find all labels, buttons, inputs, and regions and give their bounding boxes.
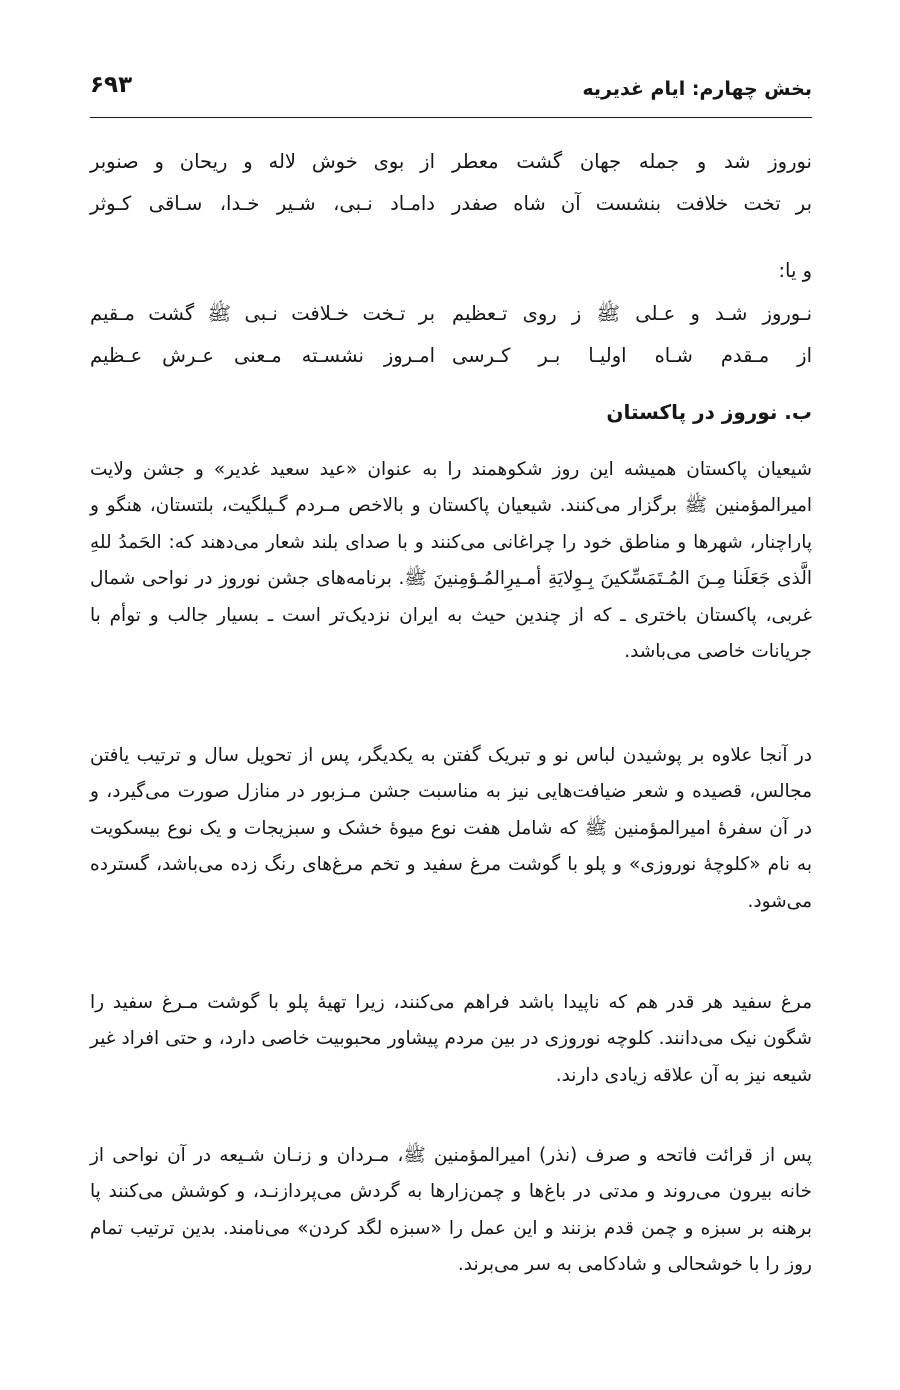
poem-verse [90, 192, 812, 228]
body-paragraph: شیعیان پاکستان همیشه این روز شکوهمند را به عنوان «عید سعید غدیر» و جشن ولایت امیرالمؤمنین ﷺ برگزار می‌کنند. شیعیان پاکستان و بالاخص مـردم گـیلگیت، بلتستان، هنگو و پاراچنار، شهرها و مناطق خود را چراغانی می‌کنند و با صدای بلند شعار می‌دهند که: الحَمدُ للهِ الَّذی جَعَلَنا مِـنَ المُـتَمَسِّکینَ بِـوِلایَةِ أمـیرِالمُـؤمِنینَ ﷺ. برنامه‌های جشن نوروز در نواحی شمال غربی، پاکستان باختری ـ که از چندین حیث به ایران نزدیک‌تر است ـ بسیار جالب و توأم با جریانات خاصی می‌باشد. [90, 459, 812, 663]
header-rule [90, 117, 812, 118]
running-head [90, 70, 812, 110]
body-paragraph: مرغ سفید هر قدر هم که ناپیدا باشد فراهم می‌کنند، زیرا تهیهٔ پلو با گوشت مـرغ سفید را شگون نیک می‌دانند. کلوچه نوروزی در بین مردم پیشاور محبوبیت خاصی دارد، و حتی افراد غیر شیعه نیز به آن علاقه زیادی دارند. [90, 992, 812, 1086]
poem-verse [90, 150, 812, 186]
book-page [90, 0, 812, 1390]
hemistich-first: از مـقدم شـاه اولیـا بـر کـرسی [452, 344, 812, 367]
poem-verse [90, 344, 812, 380]
hemistich-second: از بوی خوش لاله و ریحان و صنوبر [90, 150, 435, 173]
poem-verse [90, 302, 812, 338]
section-heading: ب. نوروز در پاکستان [606, 400, 812, 424]
body-paragraph: در آنجا علاوه بر پوشیدن لباس نو و تبریک گفتن به یکدیگر، پس از تحویل سال و ترتیب یافتن مجالس، قصیده و شعر ضیافت‌هایی نیز به مناسبت جشن مـزبور در منازل صورت می‌گیرد، و در آن سفرهٔ امیرالمؤمنین ﷺ که شامل هفت نوع میوهٔ خشک و سبزیجات و یک نوع بیسکویت به نام «کلوچهٔ نوروزی» و پلو با گوشت مرغ سفید و تخم مرغ‌های رنگ زده می‌باشد، گسترده می‌شود. [90, 745, 812, 912]
hemistich-first: بر تخت خلافت بنشست آن شاه صفدر [452, 192, 812, 215]
page-number: ۶۹۳ [90, 72, 133, 98]
hemistich-second: دامـاد نـبی، شـیر خـدا، سـاقی کـوثر [90, 192, 435, 215]
hemistich-first: نوروز شد و جمله جهان گشت معطر [452, 150, 812, 173]
poem-intro: و یا: [778, 259, 812, 282]
hemistich-second: امـروز نشسـته مـعنی عـرش عـظیم [90, 344, 435, 367]
hemistich-second: بر تـخت خـلافت نـبی ﷺ گشت مـقیم [90, 302, 435, 325]
body-paragraph: پس از قرائت فاتحه و صرف (نذر) امیرالمؤمنین ﷺ، مـردان و زنـان شـیعه در آن نواحی از خانه بیرون می‌روند و مدتی در باغ‌ها و چمن‌زارها به گردش می‌پردازنـد، و کوشش می‌کنند پا برهنه بر سبزه و چمن قدم بزنند و این عمل را «سبزه لگد کردن» می‌نامند. بدین ترتیب تمام روز را با خوشحالی و شادکامی به سر می‌برند. [90, 1145, 812, 1276]
hemistich-first: نـوروز شـد و عـلی ﷺ ز روی تـعظیم [452, 302, 812, 325]
running-title: بخش چهارم: ایام غدیریه [582, 78, 812, 100]
